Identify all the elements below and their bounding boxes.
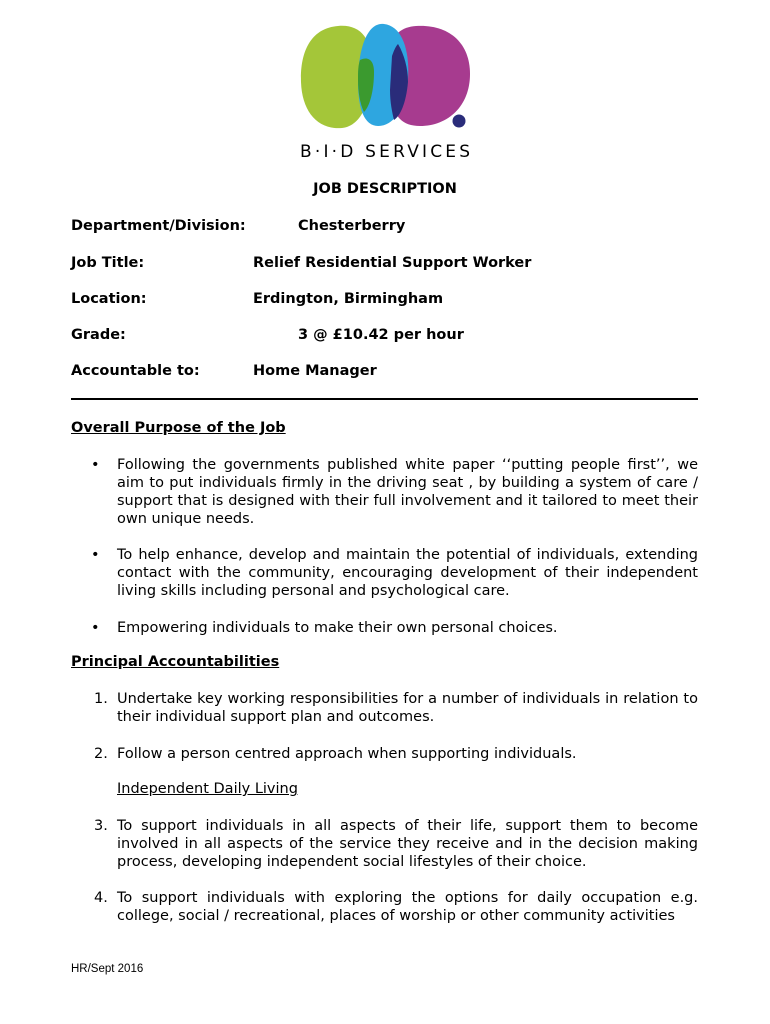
accountability-item-text: Follow a person centred approach when supporting individuals. (117, 746, 577, 762)
independent-living-subheading: Independent Daily Living (117, 781, 298, 797)
accountable-value: Home Manager (253, 363, 377, 379)
accountable-label: Accountable to: (71, 363, 200, 379)
job-title-value: Relief Residential Support Worker (253, 255, 532, 271)
grade-value: 3 @ £10.42 per hour (298, 327, 464, 343)
bid-services-logo (298, 20, 473, 132)
accountabilities-heading: Principal Accountabilities (71, 654, 280, 670)
location-label: Location: (71, 291, 147, 307)
purpose-bullet-text: To help enhance, develop and maintain the potential of individuals, extending contact with the community, encouraging development of their independent living skills including personal and psychological care. (117, 547, 698, 599)
department-value: Chesterberry (298, 218, 406, 234)
accountability-item-text: To support individuals with exploring the options for daily occupation e.g. college, social / recreational, places of worship or other community activities (117, 890, 698, 924)
item-number: 4. (94, 890, 108, 906)
divider (71, 398, 698, 400)
grade-label: Grade: (71, 327, 126, 343)
bid-logo-icon (298, 20, 473, 132)
item-number: 1. (94, 691, 108, 707)
bullet-icon: • (91, 547, 100, 563)
bullet-icon: • (91, 457, 100, 473)
accountability-item-text: Undertake key working responsibilities for a number of individuals in relation to their individual support plan and outcomes. (117, 691, 698, 725)
item-number: 3. (94, 818, 108, 834)
purpose-bullet-text: Following the governments published white paper ‘‘putting people first’’, we aim to put individuals firmly in the driving seat , by building a system of care / support that is designed with their full involvement and it tailored to meet their own unique needs. (117, 457, 698, 527)
footer-revision: HR/Sept 2016 (71, 963, 144, 975)
department-label: Department/Division: (71, 218, 246, 234)
document-title: JOB DESCRIPTION (313, 181, 457, 197)
accountability-item-text: To support individuals in all aspects of their life, support them to become involved in all aspects of the service they receive and in the decision making process, developing independent social lifestyles of their choice. (117, 818, 698, 870)
location-value: Erdington, Birmingham (253, 291, 444, 307)
purpose-heading: Overall Purpose of the Job (71, 420, 286, 436)
purpose-bullet-text: Empowering individuals to make their own personal choices. (117, 620, 558, 636)
job-title-label: Job Title: (71, 255, 145, 271)
item-number: 2. (94, 746, 108, 762)
brand-name: B·I·D SERVICES (300, 142, 474, 162)
bullet-icon: • (91, 620, 100, 636)
